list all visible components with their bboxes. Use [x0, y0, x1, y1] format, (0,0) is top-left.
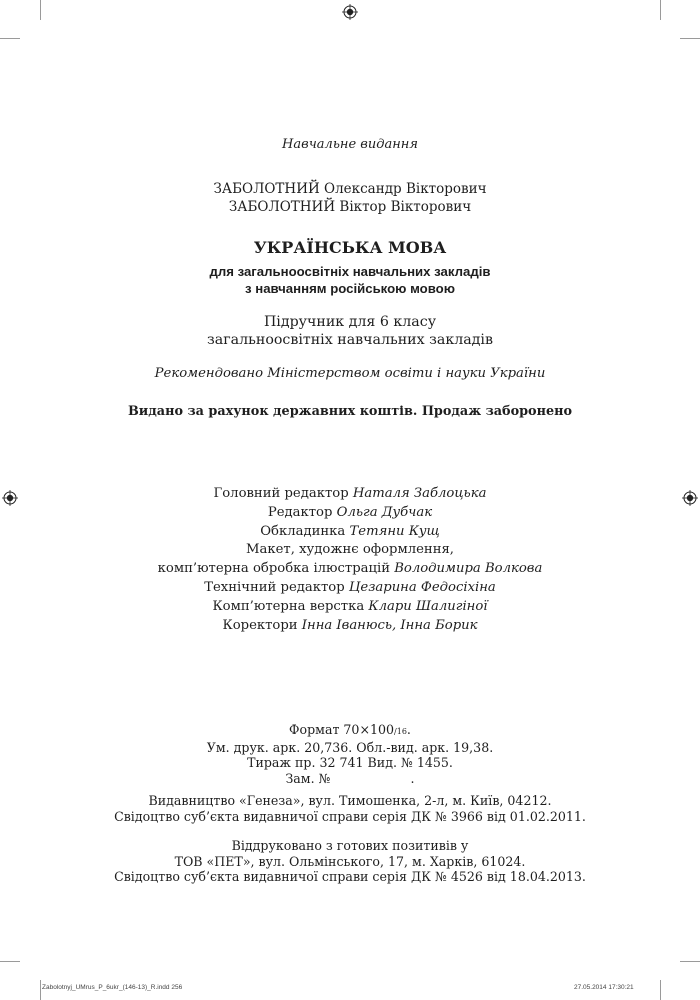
edition-type: Навчальне видання — [282, 137, 418, 152]
publisher-certificate: Свідоцтво суб’єкта видавничої справи серія ДК № 3966 від 01.02.2011. — [114, 808, 586, 824]
file-slug: Zabolotnyj_UMrus_P_6ukr_(146-13)_R.indd 256 — [42, 984, 183, 991]
credit-line: Коректори Інна Іванюсь, Інна Борик — [222, 617, 478, 633]
publisher-block — [0, 793, 700, 824]
crop-mark-left-top — [0, 38, 20, 39]
book-title: УКРАЇНСЬКА МОВА — [253, 238, 447, 257]
credit-line: Головний редактор Наталя Заблоцька — [213, 486, 487, 501]
print-sheets-line: Ум. друк. арк. 20,736. Обл.-вид. арк. 19,38. — [206, 739, 494, 755]
textbook-line-1: Підручник для 6 класу — [263, 314, 437, 330]
registration-mark-top-icon — [342, 4, 358, 20]
textbook-line-2: загальноосвітніх навчальних закладів — [207, 332, 493, 348]
crop-mark-left-bottom — [0, 961, 20, 962]
credit-line: Редактор Ольга Дубчак — [267, 504, 433, 520]
author-2: ЗАБОЛОТНИЙ Віктор Вікторович — [228, 199, 472, 215]
credit-line: Технічний редактор Цезарина Федосіхіна — [204, 579, 496, 595]
funding-notice: Видано за рахунок державних коштів. Продаж заборонено — [127, 404, 573, 419]
timestamp-slug: 27.05.2014 17:30:21 — [574, 984, 634, 991]
crop-mark-top-right — [660, 0, 661, 20]
credit-line: комп’ютерна обробка ілюстрацій Володимира Волкова — [157, 561, 543, 577]
crop-mark-bottom-left — [40, 980, 41, 1000]
crop-mark-bottom-right — [660, 980, 661, 1000]
credits-block — [0, 485, 700, 635]
printer-block — [0, 838, 700, 885]
crop-mark-right-bottom — [680, 961, 700, 962]
credit-line: Комп’ютерна верстка Клари Шалигіної — [212, 598, 488, 614]
subtitle-line-2: з навчанням російською мовою — [245, 281, 455, 296]
subtitle-line-1: для загальноосвітніх навчальних закладів — [209, 264, 491, 279]
printer-intro: Віддруковано з готових позитивів у — [231, 838, 469, 853]
format-block — [0, 722, 700, 786]
crop-mark-top-left — [40, 0, 41, 20]
credit-line: Макет, художнє оформлення, — [245, 542, 455, 558]
print-run-line: Тираж пр. 32 741 Вид. № 1455. — [247, 755, 453, 770]
publisher-address: Видавництво «Генеза», вул. Тимошенка, 2-л, м. Київ, 04212. — [148, 793, 552, 808]
recommendation: Рекомендовано Міністерством освіти і науки України — [154, 366, 546, 381]
printer-certificate: Свідоцтво суб’єкта видавничої справи серія ДК № 4526 від 18.04.2013. — [114, 869, 586, 884]
credit-line: Обкладинка Тетяни Кущ — [260, 523, 440, 539]
order-line: Зам. № . — [285, 770, 415, 786]
crop-mark-right-top — [680, 38, 700, 39]
author-1: ЗАБОЛОТНИЙ Олександр Вікторович — [213, 181, 487, 197]
printer-address: ТОВ «ПЕТ», вул. Ольмінського, 17, м. Харків, 61024. — [174, 853, 526, 869]
format-line: Формат 70×100/16. — [289, 722, 411, 737]
